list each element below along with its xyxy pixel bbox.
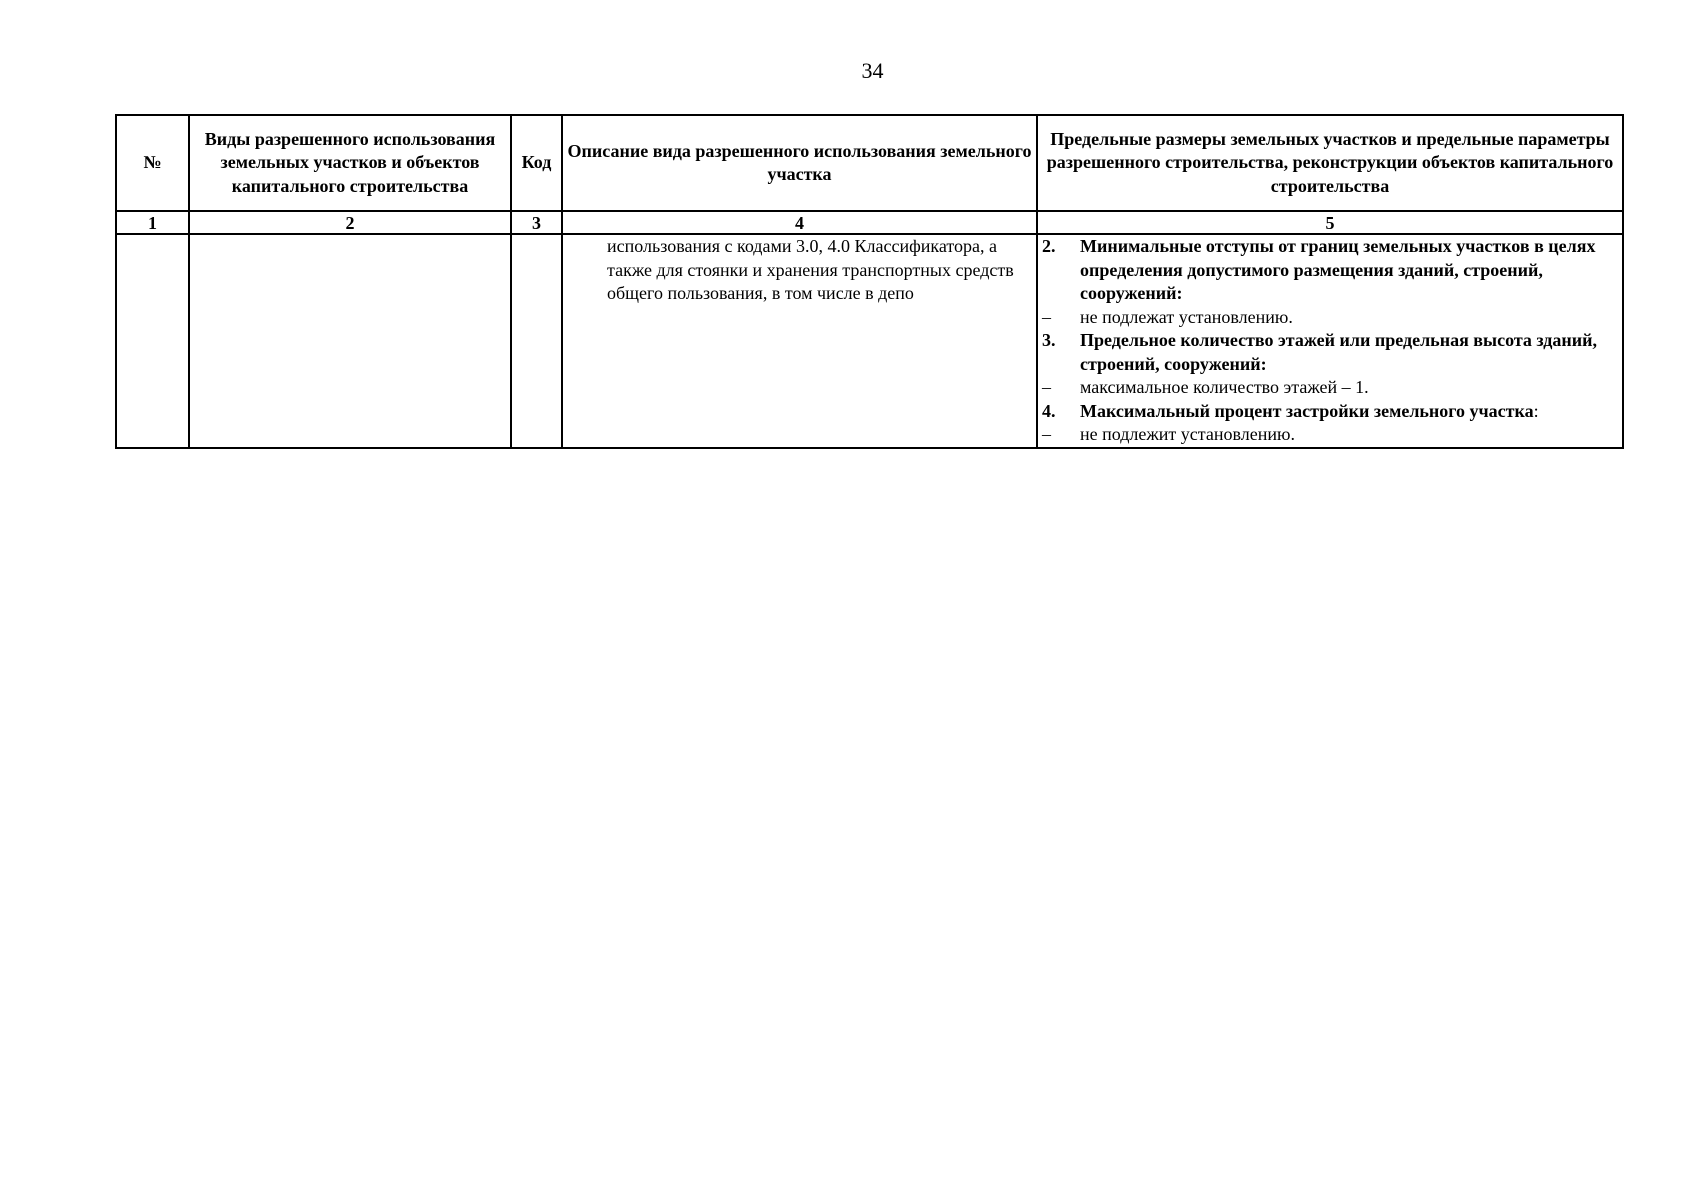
header-description: Описание вида разрешенного использования земельного участка	[562, 115, 1037, 211]
column-index: 4	[562, 211, 1037, 234]
parameter-title: Предельное количество этажей или предельная высота зданий, строений, сооружений:	[1080, 330, 1598, 374]
table-header-row	[116, 115, 1623, 211]
parameter-value	[1042, 376, 1610, 400]
column-index: 5	[1037, 211, 1623, 234]
header-code: Код	[511, 115, 562, 211]
header-number: №	[116, 115, 189, 211]
parameter-value-text: не подлежат установлению.	[1080, 306, 1293, 327]
header-use-type: Виды разрешенного использования земельных участков и объектов капитального строительства	[189, 115, 511, 211]
row-description-cell: использования с кодами 3.0, 4.0 Классификатора, а также для стоянки и хранения транспортных средств общего пользования, в том числе в депо	[562, 234, 1037, 448]
parameter-title-suffix: :	[1533, 400, 1539, 421]
dash-bullet: –	[1042, 424, 1051, 444]
parameter-value	[1042, 423, 1610, 447]
row-use-type-cell	[189, 234, 511, 448]
dash-bullet: –	[1042, 377, 1051, 397]
column-index: 2	[189, 211, 511, 234]
parameter-heading	[1042, 235, 1610, 306]
row-code-cell	[511, 234, 562, 448]
table-row	[116, 234, 1623, 448]
dash-bullet: –	[1042, 306, 1051, 327]
column-index-row	[116, 211, 1623, 234]
page-number: 34	[861, 58, 884, 83]
column-index: 3	[511, 211, 562, 234]
parameter-value-text: максимальное количество этажей – 1.	[1080, 377, 1369, 397]
parameter-heading	[1042, 400, 1610, 424]
parameter-heading	[1042, 329, 1610, 376]
parameter-number: 2.	[1042, 236, 1056, 256]
parameter-value-text: не подлежит установлению.	[1080, 424, 1295, 444]
regulations-table	[115, 114, 1624, 449]
parameter-title-wrap	[1080, 400, 1610, 424]
parameter-title: Минимальные отступы от границ земельных участков в целях определения допустимого размещения зданий, строений, сооружений:	[1080, 236, 1596, 303]
column-index: 1	[116, 211, 189, 234]
row-number-cell	[116, 234, 189, 448]
parameter-number: 4.	[1042, 400, 1056, 421]
parameter-value	[1042, 306, 1610, 330]
row-parameters-cell	[1037, 234, 1623, 448]
parameter-number: 3.	[1042, 330, 1056, 350]
parameter-title: Максимальный процент застройки земельного участка	[1080, 400, 1534, 421]
header-parameters: Предельные размеры земельных участков и предельные параметры разрешенного строительства, реконструкции объектов капитального строительства	[1037, 115, 1623, 211]
